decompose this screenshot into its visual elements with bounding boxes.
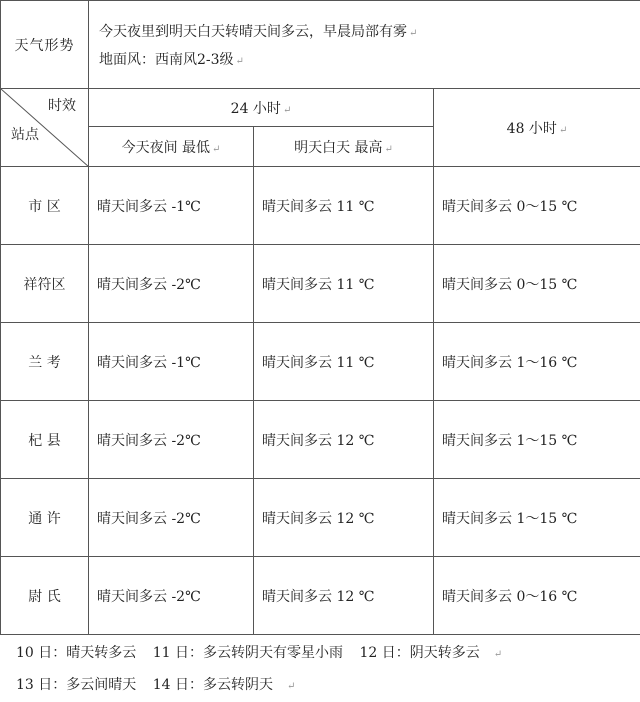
day-forecast: 晴天间多云 12 ℃: [254, 401, 434, 479]
station-name: 杞 县: [1, 401, 89, 479]
night-forecast: 晴天间多云 -2℃: [89, 245, 254, 323]
night-forecast: 晴天间多云 -1℃: [89, 323, 254, 401]
table-row: [1, 401, 640, 479]
header-station-label: 站点: [11, 124, 39, 144]
forecast-48h: 晴天间多云 0～16 ℃: [434, 557, 640, 635]
day-forecast: 晴天间多云 12 ℃: [254, 557, 434, 635]
diagonal-header-cell: [1, 89, 89, 167]
station-name: 尉 氏: [1, 557, 89, 635]
table-row: [1, 323, 640, 401]
header-24h: 24 小时 ↵: [89, 89, 434, 127]
night-forecast: 晴天间多云 -2℃: [89, 479, 254, 557]
station-name: 兰 考: [1, 323, 89, 401]
day-forecast: 晴天间多云 11 ℃: [254, 167, 434, 245]
situation-line-1: 今天夜里到明天白天转晴天间多云，早晨局部有雾: [99, 24, 407, 40]
situation-line-2: 地面风：西南风2-3级: [99, 52, 234, 68]
station-name: 祥符区: [1, 245, 89, 323]
header-day-text: 明天白天 最高: [294, 140, 382, 156]
forecast-48h: 晴天间多云 1～15 ℃: [434, 401, 640, 479]
situation-text: 今天夜里到明天白天转晴天间多云，早晨局部有雾 ↵ 地面风：西南风2-3级 ↵: [89, 1, 640, 89]
header-day: 明天白天 最高 ↵: [254, 127, 434, 167]
station-name: 通 许: [1, 479, 89, 557]
header-night-text: 今天夜间 最低: [122, 140, 210, 156]
extended-row-2: 13 日：多云间晴天 14 日：多云转阴天 ↵: [16, 670, 636, 702]
forecast-48h: 晴天间多云 0～15 ℃: [434, 167, 640, 245]
header-48h: 48 小时 ↵: [434, 89, 640, 167]
situation-label: 天气形势: [1, 1, 89, 89]
forecast-48h: 晴天间多云 1～15 ℃: [434, 479, 640, 557]
forecast-48h: 晴天间多云 0～15 ℃: [434, 245, 640, 323]
table-row: [1, 479, 640, 557]
day-forecast: 晴天间多云 11 ℃: [254, 245, 434, 323]
forecast-day-11: 11 日：多云转阴天有零星小雨: [153, 638, 343, 668]
station-name: 市 区: [1, 167, 89, 245]
header-night: 今天夜间 最低 ↵: [89, 127, 254, 167]
extended-row-1: 10 日：晴天转多云 11 日：多云转阴天有零星小雨 12 日：阴天转多云 ↵: [16, 638, 636, 670]
situation-row: [1, 1, 640, 89]
day-forecast: 晴天间多云 11 ℃: [254, 323, 434, 401]
night-forecast: 晴天间多云 -2℃: [89, 401, 254, 479]
forecast-day-14: 14 日：多云转阴天: [153, 670, 273, 700]
table-row: [1, 245, 640, 323]
forecast-day-10: 10 日：晴天转多云: [16, 638, 136, 668]
day-forecast: 晴天间多云 12 ℃: [254, 479, 434, 557]
header-48h-text: 48 小时: [507, 121, 557, 137]
night-forecast: 晴天间多云 -1℃: [89, 167, 254, 245]
header-24h-text: 24 小时: [231, 101, 281, 117]
night-forecast: 晴天间多云 -2℃: [89, 557, 254, 635]
forecast-48h: 晴天间多云 1～16 ℃: [434, 323, 640, 401]
extended-forecast: [16, 638, 636, 702]
header-row-1: [1, 89, 640, 127]
forecast-day-12: 12 日：阴天转多云: [359, 638, 479, 668]
header-time-label: 时效: [48, 95, 76, 115]
forecast-day-13: 13 日：多云间晴天: [16, 670, 136, 700]
table-row: [1, 167, 640, 245]
table-row: [1, 557, 640, 635]
